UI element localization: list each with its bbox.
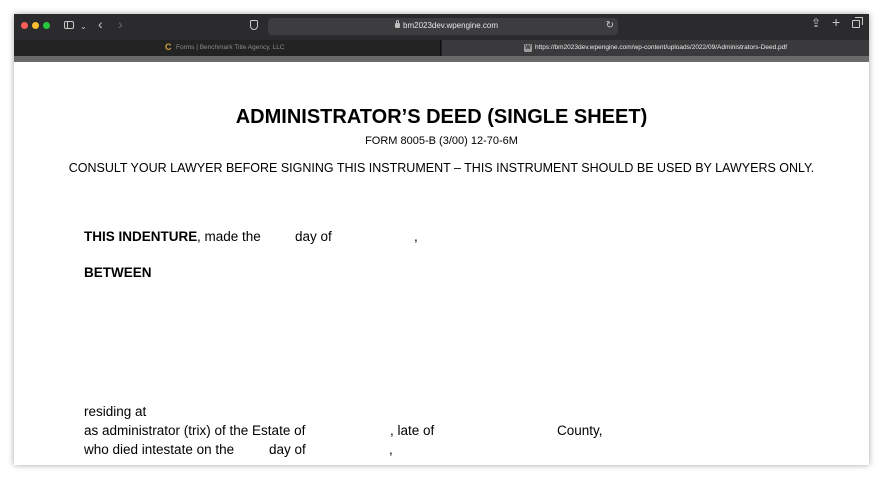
- address-bar[interactable]: [268, 18, 618, 35]
- between-heading: BETWEEN: [84, 265, 152, 280]
- tab-forms[interactable]: [14, 40, 441, 56]
- indenture-made: , made the: [197, 229, 261, 244]
- chevron-left-icon[interactable]: ‹: [98, 16, 103, 32]
- indenture-heading: THIS INDENTURE: [84, 229, 198, 244]
- favicon-icon: W: [525, 45, 531, 51]
- url-text[interactable]: bm2023dev.wpengine.com: [403, 21, 499, 30]
- chevron-down-icon[interactable]: ⌄: [80, 22, 87, 31]
- day-of-label: day of: [295, 229, 332, 244]
- comma-2: ,: [389, 442, 393, 457]
- tab-pdf[interactable]: [442, 40, 869, 56]
- tab-label: https://bm2023dev.wpengine.com/wp-content/uploads/2022/09/Administrators-Deed.pdf: [535, 44, 788, 51]
- pdf-page: [14, 62, 869, 465]
- died-intestate-label: who died intestate on the: [84, 442, 235, 457]
- administrator-estate-label: as administrator (trix) of the Estate of: [84, 423, 306, 438]
- tab-label: Forms | Benchmark Title Agency, LLC: [176, 44, 285, 51]
- comma: ,: [414, 229, 418, 244]
- consult-notice: CONSULT YOUR LAWYER BEFORE SIGNING THIS INSTRUMENT – THIS INSTRUMENT SHOULD BE USED BY LAWYERS ONLY.: [68, 161, 815, 175]
- document-title: ADMINISTRATOR’S DEED (SINGLE SHEET): [235, 106, 648, 128]
- form-number: FORM 8005-B (3/00) 12-70-6M: [365, 135, 518, 147]
- plus-icon[interactable]: +: [832, 14, 841, 30]
- chevron-right-icon[interactable]: ›: [118, 16, 123, 32]
- minimize-window-button[interactable]: [32, 22, 39, 29]
- late-of-label: , late of: [390, 423, 435, 438]
- share-icon[interactable]: ⇪: [811, 16, 822, 30]
- tabs-overview-icon[interactable]: [852, 20, 860, 28]
- tab-bar: [14, 40, 869, 56]
- browser-toolbar: [14, 14, 869, 40]
- zoom-window-button[interactable]: [43, 22, 50, 29]
- favicon-icon: C: [165, 42, 172, 52]
- lock-icon: [395, 23, 400, 28]
- county-label: County,: [557, 423, 603, 438]
- close-window-button[interactable]: [21, 22, 28, 29]
- day-of-label-2: day of: [269, 442, 306, 457]
- browser-window: [14, 14, 869, 465]
- shield-icon[interactable]: [250, 20, 258, 30]
- sidebar-icon[interactable]: [64, 21, 74, 29]
- reload-icon[interactable]: ↻: [605, 20, 614, 31]
- residing-at-label: residing at: [84, 404, 147, 419]
